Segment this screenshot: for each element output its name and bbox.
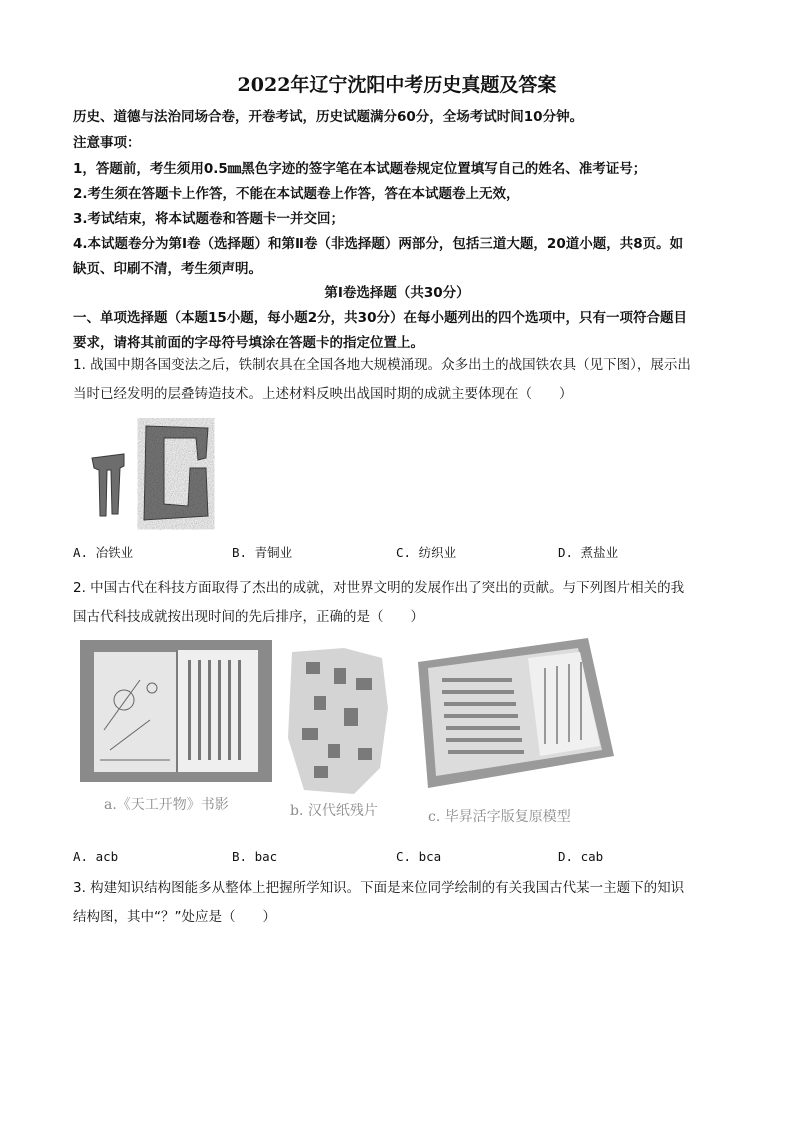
notice-item-4-cont: 缺页、印刷不清，考生须声明。 — [73, 261, 262, 277]
section-heading: 第Ⅰ卷选择题（共30分） — [324, 285, 470, 301]
question-1-text-cont: 当时已经发明的层叠铸造技术。上述材料反映出战国时期的成就主要体现在（ ） — [73, 386, 573, 402]
image-a-caption: a.《天工开物》书影 — [104, 797, 229, 813]
tiangong-kaiwu-book-image — [80, 640, 272, 782]
notice-title: 注意事项： — [73, 135, 141, 151]
iron-blade-shape — [144, 426, 208, 520]
notice-item-4: 4.本试题卷分为第Ⅰ卷（选择题）和第Ⅱ卷（非选择题）两部分，包括三道大题，20道小题，共8页。如 — [73, 236, 684, 252]
question-2-text-cont: 国古代科技成就按出现时间的先后排序，正确的是（ ） — [73, 609, 424, 625]
question-2-options — [73, 849, 723, 867]
question-1-options — [73, 543, 723, 561]
option-b[interactable]: B. bac — [232, 849, 278, 864]
intro-line: 历史、道德与法治同场合卷，开卷考试，历史试题满分60分，全场考试时间10分钟。 — [73, 109, 584, 125]
option-d[interactable]: D. 煮盐业 — [558, 545, 619, 560]
question-2-text: 2. 中国古代在科技方面取得了杰出的成就，对世界文明的发展作出了突出的贡献。与下列图片相关的我 — [73, 580, 685, 596]
iron-fork-shape — [92, 454, 124, 516]
image-b-caption: b. 汉代纸残片 — [290, 803, 378, 819]
notice-item-3: 3.考试结束，将本试题卷和答题卡一并交回； — [73, 211, 345, 227]
question-3-text-cont: 结构图，其中“？”处应是（ ） — [73, 909, 276, 925]
notice-item-2: 2.考生须在答题卡上作答，不能在本试题卷上作答，答在本试题卷上无效， — [73, 186, 520, 202]
movable-type-model-image — [408, 638, 616, 800]
iron-tools-image — [80, 418, 260, 530]
option-d[interactable]: D. cab — [558, 849, 604, 864]
option-c[interactable]: C. 纺织业 — [396, 545, 457, 560]
section-instruction-cont: 要求，请将其前面的字母符号填涂在答题卡的指定位置上。 — [73, 335, 424, 351]
question-1-text: 1. 战国中期各国变法之后，铁制农具在全国各地大规模涌现。众多出土的战国铁农具（见下图），展示出 — [73, 357, 691, 373]
section-instruction: 一、单项选择题（本题15小题，每小题2分，共30分）在每小题列出的四个选项中，只有一项符合题目 — [73, 310, 687, 326]
option-b[interactable]: B. 青铜业 — [232, 545, 293, 560]
han-paper-fragment-image — [284, 648, 390, 798]
page-title: 2022年辽宁沈阳中考历史真题及答案 — [237, 74, 557, 96]
option-a[interactable]: A. acb — [73, 849, 119, 864]
image-c-caption: c. 毕昇活字版复原模型 — [428, 809, 571, 825]
option-c[interactable]: C. bca — [396, 849, 442, 864]
option-a[interactable]: A. 冶铁业 — [73, 545, 134, 560]
question-3-text: 3. 构建知识结构图能多从整体上把握所学知识。下面是来位同学绘制的有关我国古代某一主题下的知识 — [73, 880, 685, 896]
notice-item-1: 1，答题前，考生须用0.5㎜黑色字迹的签字笔在本试题卷规定位置填写自己的姓名、准考证号； — [73, 161, 647, 177]
